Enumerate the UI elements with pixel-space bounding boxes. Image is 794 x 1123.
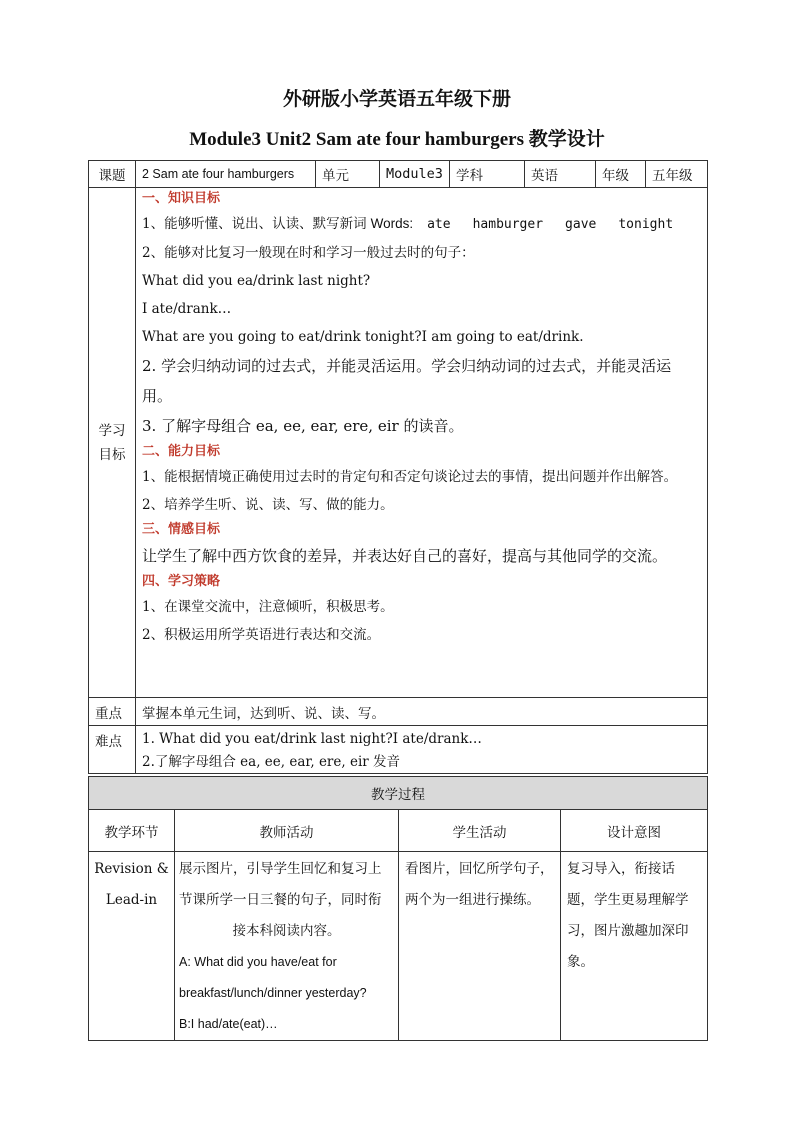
- goals-content: [136, 188, 708, 698]
- difficult-label: 难点: [89, 726, 136, 774]
- unit-value: Module3: [380, 161, 450, 188]
- ability-goal-heading: 二、能力目标: [142, 444, 221, 459]
- grade-value: 五年级: [646, 161, 708, 188]
- process-header: 教学过程: [89, 777, 708, 810]
- goals-row: [89, 188, 708, 698]
- strategy-line-2: 2、积极运用所学英语进行表达和交流。: [142, 627, 381, 643]
- stage-line-a: Revision &: [94, 861, 169, 877]
- knowledge-goal-line-6: 2. 学会归纳动词的过去式，并能灵活运用。学会归纳动词的过去式，并能灵活运用。: [142, 357, 672, 405]
- word-gave: gave: [565, 217, 597, 232]
- process-header-row: [89, 777, 708, 810]
- ke-label: 课题: [89, 161, 136, 188]
- words-label: Words:: [370, 216, 414, 231]
- key-points-text: 掌握本单元生词，达到听、说、读、写。: [136, 698, 708, 726]
- goals-label-b: 目标: [98, 446, 126, 463]
- ability-goal-line-1: 1、能根据情境正确使用过去时的肯定句和否定句谈论过去的事情，提出问题并作出解答。: [142, 469, 678, 485]
- knowledge-goal-line-5: What are you going to eat/drink tonight?I am going to eat/drink.: [142, 329, 584, 345]
- subject-value: 英语: [525, 161, 596, 188]
- teacher-line-5: B:I had/ate(eat)…: [179, 1017, 278, 1031]
- knowledge-goal-line-2: 2、能够对比复习一般现在时和学习一般过去时的句子：: [142, 245, 475, 261]
- teacher-line-2: 接本科阅读内容。: [232, 923, 341, 939]
- teacher-line-3: A: What did you have/eat for: [179, 955, 337, 969]
- stage-cell: [89, 852, 175, 1041]
- stage-line-b: Lead-in: [105, 892, 158, 908]
- goals-label: [89, 188, 136, 698]
- word-hamburger: hamburger: [472, 217, 544, 232]
- col-stage: 教学环节: [89, 810, 175, 852]
- word-ate: ate: [427, 217, 451, 232]
- knowledge-goal-line-1: [142, 210, 701, 239]
- student-cell: [399, 852, 561, 1041]
- emotion-goal-heading: 三、情感目标: [142, 522, 221, 537]
- teacher-line-1: 展示图片，引导学生回忆和复习上节课所学一日三餐的句子，同时衔: [179, 861, 382, 908]
- unit-label: 单元: [316, 161, 380, 188]
- col-student: 学生活动: [399, 810, 561, 852]
- difficult-line-1: 1. What did you eat/drink last night?I ate/drank…: [142, 730, 482, 747]
- key-points-label: 重点: [89, 698, 136, 726]
- intent-text: 复习导入，衔接话题，学生更易理解学习，图片激趣加深印象。: [567, 861, 689, 970]
- document-subtitle: Module3 Unit2 Sam ate four hamburgers 教学设计: [189, 129, 605, 150]
- col-intent: 设计意图: [561, 810, 708, 852]
- difficult-points-row: [89, 726, 708, 774]
- knowledge-goal-heading: 一、知识目标: [142, 191, 221, 206]
- ke-value: 2 Sam ate four hamburgers: [136, 161, 316, 188]
- knowledge-goal-line-7: 3. 了解字母组合 ea, ee, ear, ere, eir 的读音。: [142, 417, 464, 435]
- process-columns-row: [89, 810, 708, 852]
- info-row: [89, 161, 708, 188]
- difficult-line-2: 2.了解字母组合 ea, ee, ear, ere, eir 发音: [142, 753, 401, 770]
- knowledge-goal-line-4: I ate/drank…: [142, 301, 232, 317]
- teacher-line-4: breakfast/lunch/dinner yesterday?: [179, 986, 367, 1000]
- subject-label: 学科: [450, 161, 525, 188]
- difficult-content: [136, 726, 708, 774]
- word-tonight: tonight: [618, 217, 674, 232]
- strategy-heading: 四、学习策略: [142, 574, 221, 589]
- key-points-row: [89, 698, 708, 726]
- col-teacher: 教师活动: [175, 810, 399, 852]
- intent-cell: [561, 852, 708, 1041]
- student-text: 看图片，回忆所学句子，两个为一组进行操练。: [405, 861, 554, 908]
- document-title: 外研版小学英语五年级下册: [282, 88, 511, 110]
- ability-goal-line-2: 2、培养学生听、说、读、写、做的能力。: [142, 497, 394, 513]
- process-row-revision: [89, 852, 708, 1041]
- emotion-goal-line-1: 让学生了解中西方饮食的差异，并表达好自己的喜好，提高与其他同学的交流。: [142, 547, 668, 565]
- goals-label-a: 学习: [98, 422, 126, 439]
- lesson-info-table: [88, 160, 708, 774]
- strategy-line-1: 1、在课堂交流中，注意倾听，积极思考。: [142, 599, 394, 615]
- knowledge-goal-line-3: What did you ea/drink last night?: [142, 273, 371, 289]
- teacher-cell: [175, 852, 399, 1041]
- teaching-process-table: [88, 776, 708, 1041]
- grade-label: 年级: [596, 161, 646, 188]
- new-words-intro: 1、能够听懂、说出、认读、默写新词: [142, 216, 367, 232]
